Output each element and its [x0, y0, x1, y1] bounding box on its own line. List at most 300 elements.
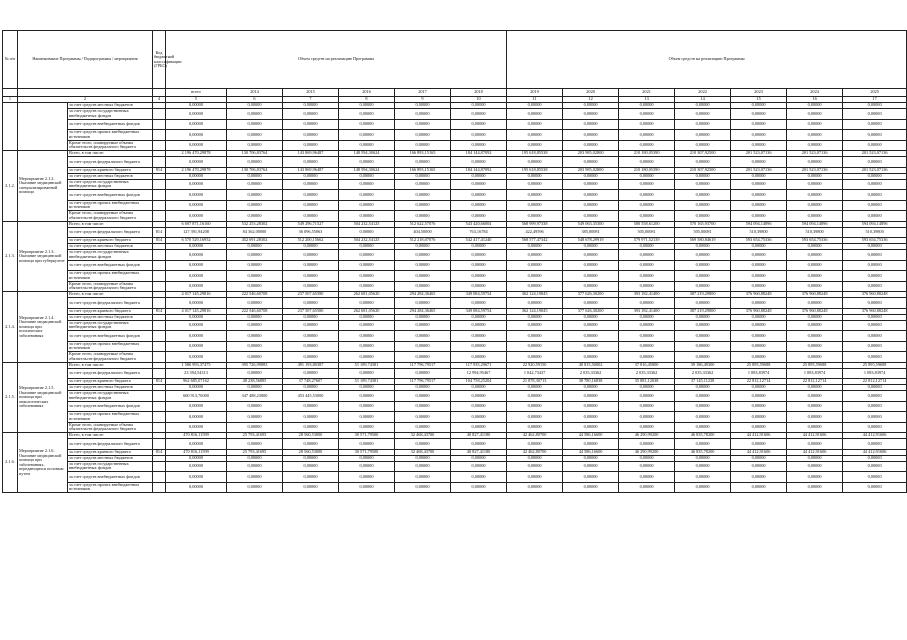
budget-code [153, 140, 166, 151]
year-value: 0,00000 [395, 260, 451, 271]
year-value: 0,00000 [619, 331, 675, 342]
year-value: 0,00000 [675, 179, 731, 190]
year-value: 0,00000 [507, 260, 563, 271]
year-value: 210 307,92500 [675, 151, 731, 157]
year-value: 376 960,88248 [731, 292, 787, 298]
column-number: 14 [675, 97, 731, 103]
budget-code [153, 341, 166, 352]
year-value: 294 284,36465 [395, 292, 451, 298]
year-value: 0,00000 [507, 482, 563, 493]
year-value: 0,00000 [787, 455, 843, 461]
table-row [3, 200, 907, 211]
year-value: 0,00000 [787, 103, 843, 109]
year-value: 763,16784 [451, 227, 507, 238]
year-value: 0,00000 [787, 422, 843, 433]
total-value: 1 586 993,37475 [166, 362, 227, 368]
year-value: 222 546,60708 [227, 292, 283, 298]
year-value: 0,00000 [843, 140, 907, 151]
year-value: 0,00000 [227, 157, 283, 168]
funding-source: за счет средств федерального бюджета [68, 157, 153, 168]
year-value: 505,00081 [619, 227, 675, 238]
year-value: 0,00000 [731, 461, 787, 472]
total-value: 0,00000 [166, 412, 227, 423]
year-value: 0,00000 [675, 211, 731, 222]
funding-source: за счет средств местных бюджетов [68, 173, 153, 179]
year-value: 0,00000 [227, 109, 283, 120]
year-value: 0,00000 [843, 190, 907, 201]
table-row [3, 179, 907, 190]
year-value: 0,00000 [395, 140, 451, 151]
year-value: 0,00000 [731, 401, 787, 412]
year-value: 0,00000 [395, 455, 451, 461]
year-value: 0,00000 [395, 341, 451, 352]
total-value: 0,00000 [166, 244, 227, 250]
year-value: 22 812,12714 [843, 379, 907, 385]
year-value: 0,00000 [451, 352, 507, 363]
year-value: 44 412,91606 [787, 433, 843, 439]
year-value: 0,00000 [675, 244, 731, 250]
year-value: 0,00000 [843, 412, 907, 423]
year-value: 40 827,41180 [451, 449, 507, 455]
year-value: 0,00000 [395, 157, 451, 168]
year-value: 0,00000 [843, 173, 907, 179]
year-value: 48 238,56885 [227, 379, 283, 385]
budget-code [153, 368, 166, 379]
year-value: 25 895,59688 [731, 362, 787, 368]
table-row [3, 260, 907, 271]
funding-source: Всего, в том числе: [68, 151, 153, 157]
year-value: 510,39800 [787, 227, 843, 238]
year-value: 0,00000 [787, 244, 843, 250]
year-value: 0,00000 [283, 140, 339, 151]
year-value: 376 960,88248 [843, 308, 907, 314]
year-value: 0,00000 [227, 130, 283, 141]
year-value: 195 618,85538 [507, 167, 563, 173]
column-number: 9 [395, 97, 451, 103]
year-value: 2 035,33362 [619, 368, 675, 379]
year-value: 0,00000 [507, 352, 563, 363]
year-value: 0,00000 [731, 391, 787, 402]
year-value: 0,00000 [227, 200, 283, 211]
year-value: 0,00000 [451, 190, 507, 201]
budget-code [153, 211, 166, 222]
year-value: 201 523,07136 [843, 167, 907, 173]
year-value: 0,00000 [451, 244, 507, 250]
year-value: 0,00000 [619, 461, 675, 472]
header-year: 2016 [339, 89, 395, 97]
year-value: 0,00000 [675, 271, 731, 282]
year-value: 0,00000 [563, 482, 619, 493]
year-value: 210 180,05390 [619, 167, 675, 173]
year-value: 0,00000 [619, 119, 675, 130]
year-value: 0,00000 [731, 298, 787, 309]
year-value: 0,00000 [731, 439, 787, 450]
year-value: 0,00000 [619, 385, 675, 391]
year-value: 0,00000 [619, 130, 675, 141]
year-value: 0,00000 [787, 281, 843, 292]
total-value: 6 697 871,16160 [166, 221, 227, 227]
year-value: 0,00000 [507, 103, 563, 109]
year-value: 0,00000 [395, 482, 451, 493]
year-value: 0,00000 [843, 482, 907, 493]
year-value: 0,00000 [451, 200, 507, 211]
year-value: 0,00000 [731, 260, 787, 271]
year-value: 0,00000 [451, 250, 507, 261]
year-value: 0,00000 [843, 331, 907, 342]
year-value: 0,00000 [507, 385, 563, 391]
year-value: 0,00000 [227, 103, 283, 109]
year-value: 0,00000 [675, 482, 731, 493]
year-value: 44 586,16600 [563, 433, 619, 439]
year-value: 512 218,07076 [395, 238, 451, 244]
year-value: 0,00000 [339, 173, 395, 179]
year-value: 0,00000 [563, 385, 619, 391]
funding-source: за счет средств государственных внебюджетных фондов [68, 461, 153, 472]
year-value: 377 626,30200 [563, 308, 619, 314]
year-value: 0,00000 [731, 211, 787, 222]
year-value: 0,00000 [843, 157, 907, 168]
header-total: всего [166, 89, 227, 97]
year-value: 548 678,29919 [563, 238, 619, 244]
column-number: 16 [787, 97, 843, 103]
year-value: 0,00000 [339, 341, 395, 352]
year-value: 0,00000 [283, 244, 339, 250]
year-value: 117 796,79517 [395, 379, 451, 385]
table-row [3, 109, 907, 120]
year-value: 0,00000 [451, 341, 507, 352]
year-value: 404,50000 [395, 227, 451, 238]
year-value: 0,00000 [339, 244, 395, 250]
header-year: 2014 [227, 89, 283, 97]
year-value: 0,00000 [283, 385, 339, 391]
year-value: 0,00000 [283, 173, 339, 179]
year-value: 0,00000 [731, 179, 787, 190]
funding-source: Всего, в том числе: [68, 362, 153, 368]
year-value: 0,00000 [563, 401, 619, 412]
year-value: 0,00000 [507, 412, 563, 423]
year-value: 1 042,73437 [507, 368, 563, 379]
year-value: 1 083,83974 [843, 368, 907, 379]
year-value: 0,00000 [451, 401, 507, 412]
year-value: 117 935,29671 [451, 362, 507, 368]
year-value: 0,00000 [843, 455, 907, 461]
year-value: 0,00000 [451, 179, 507, 190]
year-value: 0,00000 [227, 472, 283, 483]
year-value: 40 827,41180 [451, 433, 507, 439]
funding-source: Всего, в том числе: [68, 221, 153, 227]
funding-source: Кроме этого, планируемые объемы обязательств федерального бюджета [68, 352, 153, 363]
year-value: 0,00000 [395, 422, 451, 433]
year-value: 0,00000 [339, 211, 395, 222]
year-value: 0,00000 [731, 320, 787, 331]
year-value: 385,00081 [563, 227, 619, 238]
year-value: 0,00000 [227, 422, 283, 433]
year-value: 0,00000 [619, 314, 675, 320]
header-code: Код бюджетной классификации (ГРБС) [153, 31, 166, 89]
budget-code [153, 320, 166, 331]
funding-source: за счет средств прочих внебюджетных источников [68, 341, 153, 352]
year-value: 0,00000 [227, 281, 283, 292]
budget-code: 814 [153, 227, 166, 238]
year-value: 0,00000 [619, 190, 675, 201]
header-num: № п/п [3, 31, 18, 89]
year-value: 0,00000 [283, 250, 339, 261]
funding-source: за счет средств местных бюджетов [68, 385, 153, 391]
total-value: 0,00000 [166, 140, 227, 151]
year-value: 0,00000 [283, 109, 339, 120]
year-value: 0,00000 [227, 401, 283, 412]
table-row [3, 341, 907, 352]
budget-table [2, 30, 907, 493]
year-value: 0,00000 [339, 314, 395, 320]
total-value: 0,00000 [166, 455, 227, 461]
year-value: 0,00000 [227, 298, 283, 309]
funding-source: за счет средств прочих внебюджетных источников [68, 130, 153, 141]
total-value: 127 391,94208 [166, 227, 227, 238]
measure-name: Мероприятие 2.1.6. Оказание медицинской помощи при заболеваниях, передающихся половым путем [18, 433, 68, 493]
year-value: 387 219,29800 [675, 308, 731, 314]
year-value: 452 691,28302 [227, 238, 283, 244]
year-value: 0,00000 [731, 244, 787, 250]
year-value: 0,00000 [843, 298, 907, 309]
year-value: 0,00000 [731, 250, 787, 261]
year-value: 0,00000 [731, 190, 787, 201]
funding-source: за счет средств местных бюджетов [68, 455, 153, 461]
year-value: 593 654,75336 [787, 238, 843, 244]
year-value: 12 994,95467 [451, 368, 507, 379]
year-value: 42 462,80700 [507, 449, 563, 455]
year-value: 0,00000 [619, 103, 675, 109]
budget-code [153, 461, 166, 472]
year-value: 0,00000 [563, 109, 619, 120]
year-value: 0,00000 [283, 190, 339, 201]
year-value: 0,00000 [451, 140, 507, 151]
year-value: 579 971,52139 [619, 238, 675, 244]
year-value: 0,00000 [843, 320, 907, 331]
year-value: 0,00000 [675, 412, 731, 423]
budget-code [153, 109, 166, 120]
year-value: 0,00000 [843, 472, 907, 483]
row-number: 2.1.2. [3, 151, 18, 222]
row-number: 2.1.6. [3, 433, 18, 493]
year-value: 0,00000 [227, 119, 283, 130]
year-value: 0,00000 [675, 472, 731, 483]
year-value: 0,00000 [787, 352, 843, 363]
budget-code [153, 472, 166, 483]
year-value: 0,00000 [283, 412, 339, 423]
funding-source: Кроме этого, планируемые объемы обязательств федерального бюджета [68, 422, 153, 433]
year-value: 0,00000 [843, 281, 907, 292]
budget-code: 814 [153, 308, 166, 314]
year-value: 0,00000 [227, 341, 283, 352]
header-year: 2017 [395, 89, 451, 97]
year-value: 32 468,43700 [395, 449, 451, 455]
funding-source: за счет средств федерального бюджета [68, 368, 153, 379]
total-value: 4 017 145,29816 [166, 308, 227, 314]
year-value: 512 200,15662 [283, 238, 339, 244]
year-value: 0,00000 [283, 341, 339, 352]
year-value: 0,00000 [451, 281, 507, 292]
year-value: 0,00000 [843, 200, 907, 211]
table-row [3, 320, 907, 331]
year-value: 0,00000 [227, 179, 283, 190]
year-value: 294 284,36465 [395, 308, 451, 314]
row-number: 2.1.4. [3, 292, 18, 363]
year-value: 0,00000 [507, 391, 563, 402]
year-value: 0,00000 [227, 244, 283, 250]
year-value: 0,00000 [619, 422, 675, 433]
year-value: 40 815,50002 [563, 362, 619, 368]
funding-source: Кроме этого, планируемые объемы обязательств федерального бюджета [68, 211, 153, 222]
year-value: 0,00000 [507, 244, 563, 250]
year-value: 0,00000 [563, 320, 619, 331]
year-value: 0,00000 [227, 439, 283, 450]
year-value: 262 681,05620 [339, 308, 395, 314]
year-value: 44 412,91606 [787, 449, 843, 455]
funding-source: за счет средств прочих внебюджетных источников [68, 482, 153, 493]
year-value: 0,00000 [283, 298, 339, 309]
year-value: 1 083,83974 [731, 368, 787, 379]
year-value: 37 816,45800 [619, 362, 675, 368]
total-value: 4 017 145,29816 [166, 292, 227, 298]
year-value: 0,00000 [787, 190, 843, 201]
year-value: 0,00000 [339, 119, 395, 130]
year-value: 0,00000 [731, 109, 787, 120]
year-value: 569 580,84619 [675, 238, 731, 244]
year-value: 22 812,12714 [731, 379, 787, 385]
budget-code [153, 439, 166, 450]
year-value: 0,00000 [563, 271, 619, 282]
year-value: 0,00000 [787, 439, 843, 450]
year-value: 505,00081 [675, 227, 731, 238]
year-value: 0,00000 [619, 173, 675, 179]
year-value: 44 412,91606 [731, 433, 787, 439]
funding-source: за счет средств внебюджетных фондов [68, 401, 153, 412]
year-value: 376 960,88248 [731, 308, 787, 314]
year-value: 203 985,02800 [563, 167, 619, 173]
funding-source: за счет средств государственных внебюджетных фондов [68, 250, 153, 261]
year-value: 0,00000 [339, 227, 395, 238]
year-value: 0,00000 [563, 173, 619, 179]
year-value: 0,00000 [563, 439, 619, 450]
year-value: 0,00000 [339, 320, 395, 331]
year-value: 0,00000 [227, 314, 283, 320]
year-value: 0,00000 [227, 331, 283, 342]
year-value: 0,00000 [731, 173, 787, 179]
year-value: 1 083,83974 [787, 368, 843, 379]
table-row [3, 391, 907, 402]
year-value: 184 144,87092 [451, 167, 507, 173]
year-value: 532 253,28302 [227, 221, 283, 227]
year-value: 0,00000 [395, 352, 451, 363]
total-value: 0,00000 [166, 157, 227, 168]
year-value: 0,00000 [395, 190, 451, 201]
year-value: 0,00000 [451, 271, 507, 282]
year-value: 0,00000 [563, 157, 619, 168]
year-value: 130 706,83764 [227, 167, 283, 173]
year-value: 0,00000 [787, 341, 843, 352]
table-row [3, 140, 907, 151]
year-value: 0,00000 [843, 391, 907, 402]
year-value: 46 835,78200 [675, 433, 731, 439]
year-value: 376 960,88248 [843, 292, 907, 298]
table-row [3, 298, 907, 309]
year-value: 0,00000 [731, 331, 787, 342]
funding-source: Всего, в том числе: [68, 292, 153, 298]
year-value: 512 622,57076 [395, 221, 451, 227]
year-value: 422,49596 [507, 227, 563, 238]
year-value: 0,00000 [395, 130, 451, 141]
year-value: 0,00000 [787, 472, 843, 483]
year-value: 0,00000 [227, 352, 283, 363]
year-value: 0,00000 [395, 385, 451, 391]
budget-code [153, 157, 166, 168]
year-value: 0,00000 [451, 298, 507, 309]
year-value: 549 296,71527 [283, 221, 339, 227]
year-value: 148 594,30624 [339, 151, 395, 157]
year-value: 130 706,83764 [227, 151, 283, 157]
year-value: 25 793,41695 [227, 449, 283, 455]
year-value: 0,00000 [227, 368, 283, 379]
year-value: 0,00000 [339, 472, 395, 483]
year-value: 0,00000 [283, 179, 339, 190]
year-value: 0,00000 [731, 271, 787, 282]
year-value: 30 571,79500 [339, 449, 395, 455]
funding-source: Кроме этого, планируемые объемы обязательств федерального бюджета [68, 140, 153, 151]
year-value: 0,00000 [339, 439, 395, 450]
year-value: 0,00000 [339, 401, 395, 412]
year-value: 0,00000 [227, 461, 283, 472]
year-value: 0,00000 [283, 157, 339, 168]
table-row [3, 130, 907, 141]
year-value: 39 186,49300 [675, 362, 731, 368]
year-value: 51 189,74381 [339, 379, 395, 385]
year-value: 237 507,65580 [283, 308, 339, 314]
year-value: 0,00000 [507, 250, 563, 261]
total-value: 0,00000 [166, 130, 227, 141]
year-value: 0,00000 [787, 320, 843, 331]
total-value: 0,00000 [166, 211, 227, 222]
year-value: 0,00000 [507, 461, 563, 472]
table-row [3, 157, 907, 168]
budget-code [153, 401, 166, 412]
year-value: 0,00000 [675, 352, 731, 363]
year-value: 0,00000 [731, 352, 787, 363]
year-value: 0,00000 [675, 190, 731, 201]
year-value: 0,00000 [843, 211, 907, 222]
year-value: 0,00000 [395, 391, 451, 402]
year-value: 580 558,61200 [619, 221, 675, 227]
year-value: 570 165,93700 [675, 221, 731, 227]
year-value: 377 626,30200 [563, 292, 619, 298]
total-value: 0,00000 [166, 352, 227, 363]
year-value: 0,00000 [675, 173, 731, 179]
budget-code [153, 179, 166, 190]
table-row [3, 352, 907, 363]
year-value: 0,00000 [507, 298, 563, 309]
year-value: 0,00000 [227, 482, 283, 493]
total-value: 0,00000 [166, 200, 227, 211]
year-value: 0,00000 [395, 250, 451, 261]
year-value: 491 193,80387 [283, 362, 339, 368]
year-value: 104 758,25204 [451, 379, 507, 385]
year-value: 0,00000 [619, 281, 675, 292]
total-value: 0,00000 [166, 190, 227, 201]
year-value: 0,00000 [507, 140, 563, 151]
year-value: 0,00000 [563, 341, 619, 352]
year-value: 0,00000 [507, 271, 563, 282]
year-value: 0,00000 [339, 190, 395, 201]
